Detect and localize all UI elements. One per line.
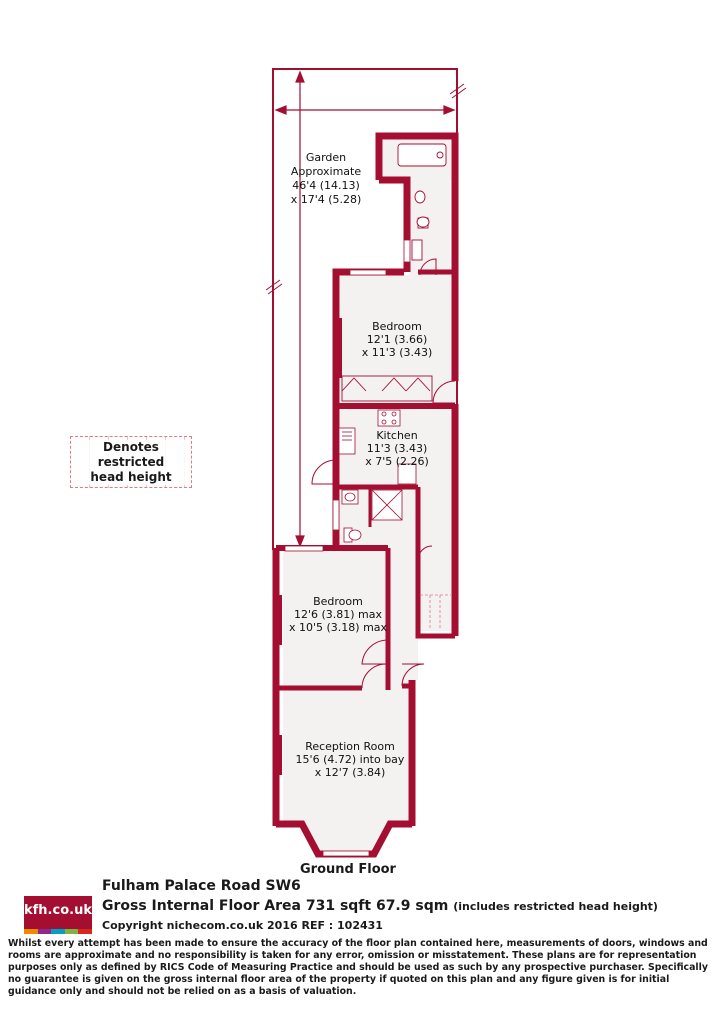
bedroom1-label: [362, 320, 433, 359]
bedroom2-line2: x 10'5 (3.18) max: [288, 621, 388, 634]
logo-text: kfh.co.uk: [24, 903, 92, 918]
reception-line2: x 12'7 (3.84): [314, 766, 386, 779]
bedroom1-line1: 12'1 (3.66): [366, 333, 428, 346]
bedroom2-name: Bedroom: [313, 595, 363, 608]
legend-text: [71, 440, 191, 485]
logo-bar-segment: [38, 929, 52, 934]
logo-bar-segment: [78, 929, 92, 934]
bedroom1-name: Bedroom: [372, 320, 422, 333]
garden-line1: Approximate: [290, 165, 362, 178]
garden-line2: 46'4 (14.13): [292, 179, 360, 192]
bedroom2-line1: 12'6 (3.81) max: [293, 608, 383, 621]
reception-radiator: [278, 735, 282, 775]
kfh-logo: [24, 896, 92, 934]
legend-line1: Denotes restricted: [97, 439, 165, 469]
floor-name: Ground Floor: [300, 862, 396, 877]
kitchen-line2: x 7'5 (2.26): [365, 455, 429, 468]
bedroom1-line2: x 11'3 (3.43): [361, 346, 433, 359]
reception-name: Reception Room: [305, 740, 395, 753]
logo-color-bar: [24, 929, 92, 934]
kitchen-name: Kitchen: [376, 429, 418, 442]
bedroom2-radiator: [278, 595, 282, 645]
bedroom-radiator: [338, 318, 342, 378]
logo-bar-segment: [51, 929, 65, 934]
restricted-height-legend: [70, 436, 192, 488]
property-address: Fulham Palace Road SW6: [102, 878, 301, 894]
logo-bar-segment: [24, 929, 38, 934]
garden-line3: x 17'4 (5.28): [290, 193, 362, 206]
kitchen-line1: 11'3 (3.43): [366, 442, 428, 455]
floor-area-note: (includes restricted head height): [453, 900, 658, 913]
garden-name: Garden: [305, 151, 347, 164]
logo-bar-segment: [65, 929, 79, 934]
legend-line2: head height: [90, 469, 172, 484]
reception-line1: 15'6 (4.72) into bay: [295, 753, 405, 766]
floor-area: [102, 898, 658, 914]
disclaimer: Whilst every attempt has been made to ensure the accuracy of the floor plan contained here, measurements of doors, windows and rooms are approximate and no responsibility is taken for any error, omission or misstatement. These plans are for representation purposes only as defined by RICS Code of Measuring Practice and should be used as such by any prospective purchaser. Specifically no guarantee is given on the gross internal floor area of the property if quoted on this plan and any figure given is for initial guidance only and should not be relied on as a basis of valuation.: [8, 938, 708, 997]
floor-area-main: Gross Internal Floor Area 731 sqft 67.9 sqm: [102, 898, 449, 914]
copyright: Copyright nichecom.co.uk 2016 REF : 102431: [102, 919, 383, 932]
garden-label: [291, 151, 362, 206]
